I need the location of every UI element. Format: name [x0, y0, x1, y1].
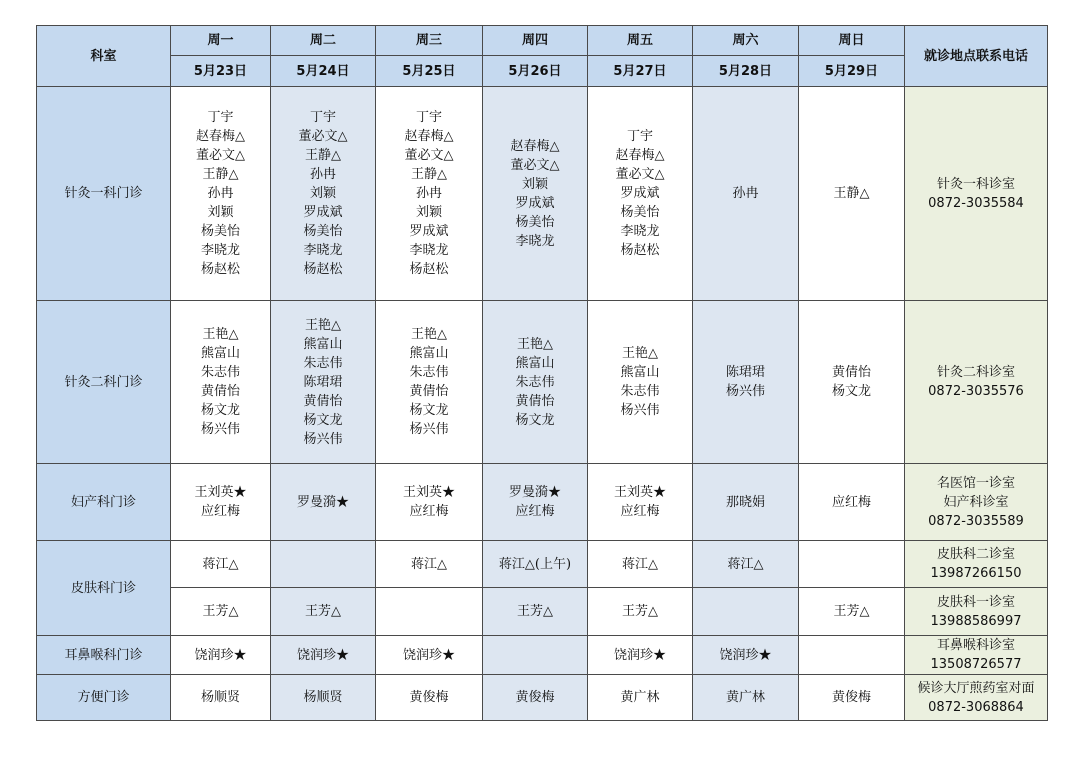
doctor-name: 王芳△	[622, 604, 658, 619]
doctor-cell	[271, 588, 376, 636]
doctor-cell	[483, 588, 588, 636]
doctor-name: 赵春梅△	[196, 129, 245, 144]
doctor-cell	[171, 301, 271, 464]
department-name: 针灸二科门诊	[37, 301, 171, 464]
doctor-cell	[171, 541, 271, 588]
doctor-name: 王艳△	[622, 346, 658, 361]
doctor-name: 孙冉	[732, 186, 759, 201]
doctor-name: 孙冉	[415, 186, 442, 201]
doctor-cell	[588, 636, 693, 675]
department-name: 耳鼻喉科门诊	[37, 636, 171, 675]
contact-cell	[905, 675, 1048, 721]
doctor-name: 王芳△	[517, 604, 553, 619]
dept-header: 科室	[37, 26, 171, 87]
contact-phone: 13508726577	[930, 657, 1022, 672]
doctor-name: 黄倩怡	[409, 384, 449, 399]
doctor-name: 赵春梅△	[404, 129, 454, 144]
doctor-name: 丁宇	[626, 129, 653, 144]
doctor-name: 王静△	[411, 167, 447, 182]
doctor-name: 饶润珍★	[194, 647, 247, 663]
doctor-name: 黄广林	[725, 690, 765, 705]
doctor-name: 杨赵松	[409, 262, 449, 277]
doctor-name: 孙冉	[309, 167, 336, 182]
doctor-name: 王芳△	[202, 604, 239, 619]
contact-place: 妇产科诊室	[943, 494, 1009, 510]
doctor-cell	[588, 675, 693, 721]
doctor-name: 李晓龙	[200, 243, 240, 258]
doctor-cell	[693, 675, 799, 721]
doctor-cell	[271, 87, 376, 301]
doctor-cell	[271, 636, 376, 675]
doctor-cell	[376, 675, 483, 721]
doctor-name: 刘颖	[207, 205, 234, 220]
doctor-name: 王芳△	[305, 604, 341, 619]
weekday-header: 周五	[588, 26, 693, 56]
doctor-cell	[171, 636, 271, 675]
doctor-cell	[799, 464, 905, 541]
doctor-cell	[693, 301, 799, 464]
doctor-cell	[171, 464, 271, 541]
date-header: 5月29日	[799, 56, 905, 87]
doctor-name: 罗成斌	[303, 205, 343, 220]
doctor-cell	[271, 464, 376, 541]
doctor-name: 应红梅	[200, 504, 240, 519]
table-row	[37, 87, 1048, 301]
doctor-name: 王艳△	[202, 327, 239, 342]
doctor-name: 黄俊梅	[831, 690, 871, 705]
doctor-name: 李晓龙	[409, 243, 449, 258]
doctor-name: 朱志伟	[200, 365, 240, 380]
contact-phone: 0872-3035576	[928, 384, 1024, 399]
doctor-name: 王静△	[833, 186, 870, 201]
contact-place: 候诊大厅煎药室对面	[917, 680, 1035, 696]
doctor-name: 赵春梅△	[615, 148, 665, 163]
contact-cell	[905, 588, 1048, 636]
doctor-cell	[799, 636, 905, 675]
header-row-weekdays	[37, 26, 1048, 56]
doctor-name: 杨赵松	[303, 262, 343, 277]
doctor-cell	[693, 541, 799, 588]
doctor-name: 黄倩怡	[831, 365, 871, 380]
doctor-name: 应红梅	[620, 504, 660, 519]
doctor-cell	[588, 464, 693, 541]
doctor-name: 蒋江△	[202, 556, 239, 572]
doctor-name: 赵春梅△	[510, 138, 560, 154]
weekday-header: 周一	[171, 26, 271, 56]
doctor-cell	[376, 636, 483, 675]
doctor-name: 丁宇	[415, 110, 442, 125]
doctor-cell	[799, 87, 905, 301]
department-name: 方便门诊	[37, 675, 171, 721]
doctor-name: 蒋江△	[622, 556, 658, 572]
doctor-name: 应红梅	[831, 494, 871, 510]
table-row	[37, 464, 1048, 541]
doctor-cell	[171, 87, 271, 301]
doctor-name: 应红梅	[515, 504, 555, 519]
doctor-cell	[483, 636, 588, 675]
weekday-header: 周三	[376, 26, 483, 56]
doctor-name: 杨兴伟	[200, 422, 240, 437]
doctor-name: 王芳△	[833, 604, 870, 619]
doctor-cell	[271, 675, 376, 721]
doctor-name: 饶润珍★	[613, 647, 666, 663]
doctor-name: 罗曼漪★	[508, 485, 561, 500]
doctor-name: 董必文△	[404, 148, 454, 163]
table-row	[37, 675, 1048, 721]
doctor-name: 罗成斌	[409, 224, 449, 239]
doctor-name: 孙冉	[207, 186, 234, 201]
doctor-cell	[376, 464, 483, 541]
doctor-name: 刘颖	[521, 176, 548, 192]
doctor-cell	[799, 541, 905, 588]
doctor-cell	[693, 588, 799, 636]
doctor-name: 陈珺珺	[725, 365, 765, 380]
doctor-cell	[483, 87, 588, 301]
doctor-name: 杨顺贤	[303, 690, 343, 705]
doctor-name: 熊富山	[303, 336, 343, 352]
doctor-name: 董必文△	[615, 167, 665, 182]
doctor-name: 黄广林	[620, 690, 660, 705]
date-header: 5月27日	[588, 56, 693, 87]
doctor-name: 丁宇	[207, 110, 234, 125]
doctor-name: 熊富山	[200, 346, 240, 361]
doctor-cell	[799, 675, 905, 721]
doctor-name: 王静△	[305, 148, 341, 163]
doctor-name: 董必文△	[510, 157, 560, 173]
department-name: 妇产科门诊	[37, 464, 171, 541]
doctor-name: 杨兴伟	[620, 403, 660, 418]
doctor-name: 王艳△	[305, 317, 341, 333]
doctor-cell	[588, 588, 693, 636]
contact-cell	[905, 464, 1048, 541]
doctor-name: 朱志伟	[620, 384, 660, 399]
doctor-name: 杨赵松	[620, 243, 660, 258]
clinic-schedule-table	[36, 25, 1048, 721]
doctor-cell	[376, 541, 483, 588]
contact-cell	[905, 541, 1048, 588]
doctor-name: 王刘英★	[402, 485, 455, 500]
table-row	[37, 301, 1048, 464]
doctor-cell	[376, 588, 483, 636]
doctor-cell	[483, 464, 588, 541]
doctor-name: 杨顺贤	[200, 690, 240, 705]
doctor-cell	[799, 588, 905, 636]
doctor-name: 罗成斌	[515, 195, 555, 211]
doctor-name: 王艳△	[411, 327, 447, 342]
doctor-cell	[693, 87, 799, 301]
doctor-name: 杨文龙	[831, 384, 871, 399]
weekday-header: 周六	[693, 26, 799, 56]
doctor-name: 杨文龙	[409, 403, 449, 418]
doctor-name: 黄俊梅	[515, 690, 555, 705]
doctor-name: 朱志伟	[409, 365, 449, 380]
doctor-cell	[171, 588, 271, 636]
doctor-cell	[376, 301, 483, 464]
doctor-name: 熊富山	[620, 365, 660, 380]
doctor-cell	[271, 541, 376, 588]
contact-phone: 13987266150	[930, 566, 1022, 581]
doctor-name: 杨文龙	[515, 412, 555, 428]
doctor-cell	[271, 301, 376, 464]
date-header: 5月28日	[693, 56, 799, 87]
doctor-cell	[588, 541, 693, 588]
doctor-name: 蒋江△(上午)	[498, 556, 572, 572]
doctor-name: 杨美怡	[620, 205, 660, 220]
contact-place: 耳鼻喉科诊室	[936, 638, 1015, 653]
table-row	[37, 541, 1048, 588]
weekday-header: 周二	[271, 26, 376, 56]
doctor-name: 杨文龙	[200, 403, 240, 418]
doctor-cell	[376, 87, 483, 301]
contact-phone: 0872-3068864	[928, 699, 1024, 715]
doctor-name: 李晓龙	[303, 243, 343, 258]
doctor-name: 董必文△	[298, 129, 348, 144]
doctor-cell	[693, 464, 799, 541]
contact-place: 皮肤科一诊室	[936, 594, 1015, 610]
contact-place: 针灸一科诊室	[936, 176, 1015, 192]
contact-cell	[905, 87, 1048, 301]
contact-header: 就诊地点联系电话	[905, 26, 1048, 87]
doctor-cell	[483, 301, 588, 464]
header-row-dates	[37, 56, 1048, 87]
schedule-body	[37, 87, 1048, 721]
weekday-header: 周四	[483, 26, 588, 56]
doctor-name: 杨文龙	[303, 412, 343, 428]
doctor-name: 饶润珍★	[402, 647, 455, 663]
contact-phone: 13988586997	[930, 613, 1022, 629]
doctor-name: 杨赵松	[200, 262, 240, 277]
doctor-name: 蒋江△	[411, 556, 447, 572]
doctor-name: 李晓龙	[620, 224, 660, 239]
doctor-name: 王静△	[202, 167, 239, 182]
doctor-cell	[588, 301, 693, 464]
department-name: 针灸一科门诊	[37, 87, 171, 301]
doctor-name: 黄俊梅	[409, 690, 449, 705]
date-header: 5月24日	[271, 56, 376, 87]
doctor-name: 饶润珍★	[296, 647, 349, 663]
doctor-name: 应红梅	[409, 504, 449, 519]
doctor-name: 刘颖	[309, 186, 336, 201]
contact-place: 名医馆一诊室	[936, 475, 1015, 491]
department-name: 皮肤科门诊	[37, 541, 171, 636]
table-row	[37, 588, 1048, 636]
contact-place: 皮肤科二诊室	[936, 547, 1015, 562]
doctor-cell	[483, 675, 588, 721]
doctor-name: 黄倩怡	[200, 384, 240, 399]
doctor-cell	[483, 541, 588, 588]
doctor-cell	[799, 301, 905, 464]
doctor-name: 熊富山	[409, 346, 449, 361]
doctor-name: 杨美怡	[515, 214, 555, 230]
date-header: 5月23日	[171, 56, 271, 87]
contact-place: 针灸二科诊室	[936, 365, 1015, 380]
contact-cell	[905, 301, 1048, 464]
doctor-name: 王刘英★	[194, 485, 247, 500]
date-header: 5月26日	[483, 56, 588, 87]
contact-phone: 0872-3035584	[928, 195, 1024, 211]
doctor-name: 熊富山	[515, 355, 555, 371]
doctor-name: 杨兴伟	[303, 431, 343, 447]
doctor-name: 陈珺珺	[303, 374, 343, 390]
doctor-name: 杨兴伟	[409, 422, 449, 437]
doctor-cell	[171, 675, 271, 721]
doctor-name: 那晓娟	[725, 494, 765, 510]
doctor-name: 丁宇	[309, 110, 336, 125]
doctor-name: 朱志伟	[303, 355, 343, 371]
table-row	[37, 636, 1048, 675]
doctor-cell	[588, 87, 693, 301]
doctor-name: 王刘英★	[613, 485, 666, 500]
doctor-cell	[693, 636, 799, 675]
doctor-name: 朱志伟	[515, 374, 555, 390]
contact-cell	[905, 636, 1048, 675]
doctor-name: 杨美怡	[303, 224, 343, 239]
doctor-name: 黄倩怡	[515, 393, 555, 409]
contact-phone: 0872-3035589	[928, 513, 1024, 529]
weekday-header: 周日	[799, 26, 905, 56]
doctor-name: 刘颖	[415, 205, 442, 220]
doctor-name: 董必文△	[196, 148, 245, 163]
doctor-name: 王艳△	[517, 336, 553, 352]
date-header: 5月25日	[376, 56, 483, 87]
doctor-name: 饶润珍★	[719, 647, 772, 663]
doctor-name: 蒋江△	[727, 556, 764, 572]
doctor-name: 李晓龙	[515, 233, 555, 249]
doctor-name: 杨兴伟	[725, 384, 765, 399]
doctor-name: 黄倩怡	[303, 393, 343, 409]
doctor-name: 罗成斌	[620, 186, 660, 201]
doctor-name: 罗曼漪★	[296, 494, 349, 510]
doctor-name: 杨美怡	[200, 224, 240, 239]
